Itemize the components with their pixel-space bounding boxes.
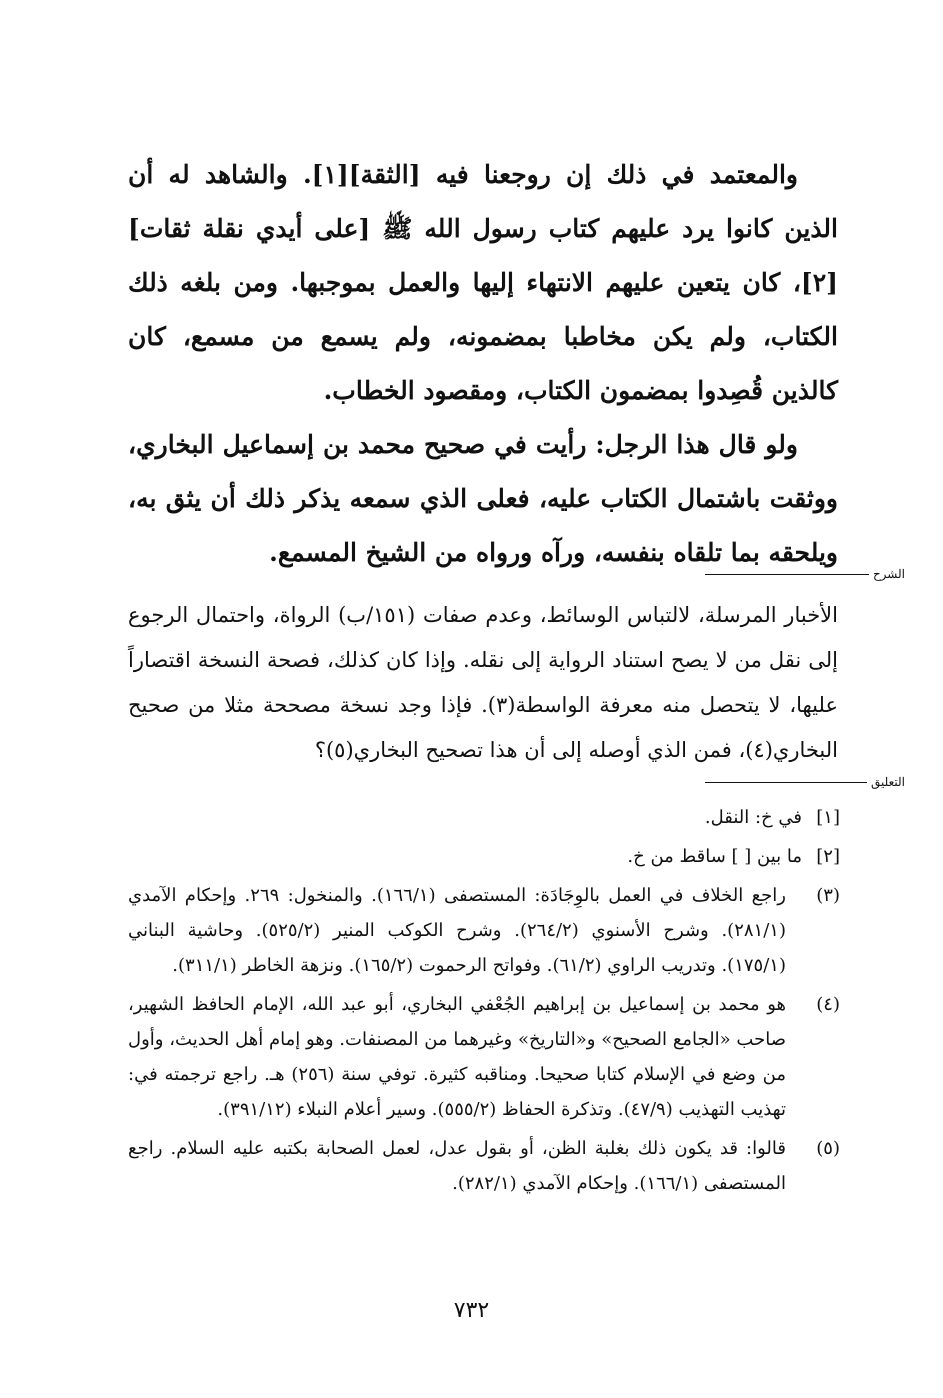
taliq-rule — [705, 782, 867, 783]
main-text — [128, 148, 838, 580]
footnote-number: (٣) — [816, 885, 840, 906]
page-number: ٧٣٢ — [453, 1298, 490, 1323]
sharh-label: الشرح — [872, 567, 905, 581]
footnote-text: راجع الخلاف في العمل بالوِجَادَة: المستصفى (١٦٦/١). والمنخول: ٢٦٩. وإحكام الآمدي (٢٨١/١). وشرح الأسنوي (٢٦٤/٢). وشرح الكوكب المنير (٥٢٥/٢). وحاشية البناني (١٧٥/١). وتدريب الراوي (٦١/٢). وفواتح الرحموت (١٦٥/٢). ونزهة الخاطر (٣١١/١). — [128, 885, 786, 976]
sharh-separator — [705, 566, 905, 582]
sharh-text: الأخبار المرسلة، لالتباس الوسائط، وعدم صفات (١٥١/ب) الرواة، واحتمال الرجوع إلى نقل من لا يصح استناد الرواية إلى نقله. وإذا كان كذلك، فصحة النسخة اقتصاراً عليها، لا يتحصل منه معرفة الواسطة(٣). فإذا وجد نسخة مصححة مثلا من صحيح البخاري(٤)، فمن الذي أوصله إلى أن هذا تصحيح البخاري(٥)؟ — [128, 603, 838, 762]
footnote-text: قالوا: قد يكون ذلك بغلبة الظن، أو بقول عدل، لعمل الصحابة بكتبه عليه السلام. راجع المستصفى (١٦٦/١). وإحكام الآمدي (٢٨٢/١). — [128, 1138, 786, 1194]
main-paragraph-2: ولو قال هذا الرجل: رأيت في صحيح محمد بن إسماعيل البخاري، ووثقت باشتمال الكتاب عليه، فعلى الذي سمعه يذكر ذلك أن يثق به، ويلحقه بما تلقاه بنفسه، ورآه ورواه من الشيخ المسمع. — [128, 430, 838, 567]
footnote — [128, 800, 840, 835]
footnote-number: [٢] — [816, 846, 840, 867]
footnote — [128, 987, 840, 1127]
main-paragraph-1: والمعتمد في ذلك إن روجعنا فيه [الثقة][١]. والشاهد له أن الذين كانوا يرد عليهم كتاب رسول الله ﷺ [على أيدي نقلة ثقات][٢]، كان يتعين عليهم الانتهاء إليها والعمل بموجبها. ومن بلغه ذلك الكتاب، ولم يكن مخاطبا بمضمونه، ولم يسمع من مسمع، كان كالذين قُصِدوا بمضمون الكتاب، ومقصود الخطاب. — [128, 160, 838, 405]
footnote — [128, 878, 840, 983]
taliq-label: التعليق — [870, 775, 905, 789]
footnote-number: [١] — [816, 807, 840, 828]
footnote-text: في خ: النقل. — [704, 807, 802, 828]
footnote-number: (٥) — [816, 1138, 840, 1159]
footnote-text: هو محمد بن إسماعيل بن إبراهيم الجُعْفي البخاري، أبو عبد الله، الإمام الحافظ الشهير، صاحب «الجامع الصحيح» و«التاريخ» وغيرهما من المصنفات. وهو إمام أهل الحديث، وأول من وضع في الإسلام كتابا صحيحا. ومناقبه كثيرة. توفي سنة (٢٥٦) هـ. راجع ترجمته في: تهذيب التهذيب (٤٧/٩). وتذكرة الحفاظ (٥٥٥/٢). وسير أعلام النبلاء (٣٩١/١٢). — [128, 994, 787, 1120]
footnote — [128, 839, 840, 874]
footnotes-list — [128, 800, 840, 1205]
sharh-rule — [705, 574, 869, 575]
footnote-number: (٤) — [816, 994, 840, 1015]
footnote — [128, 1131, 840, 1201]
taliq-separator — [705, 774, 905, 790]
footnote-text: ما بين [ ] ساقط من خ. — [627, 846, 802, 867]
